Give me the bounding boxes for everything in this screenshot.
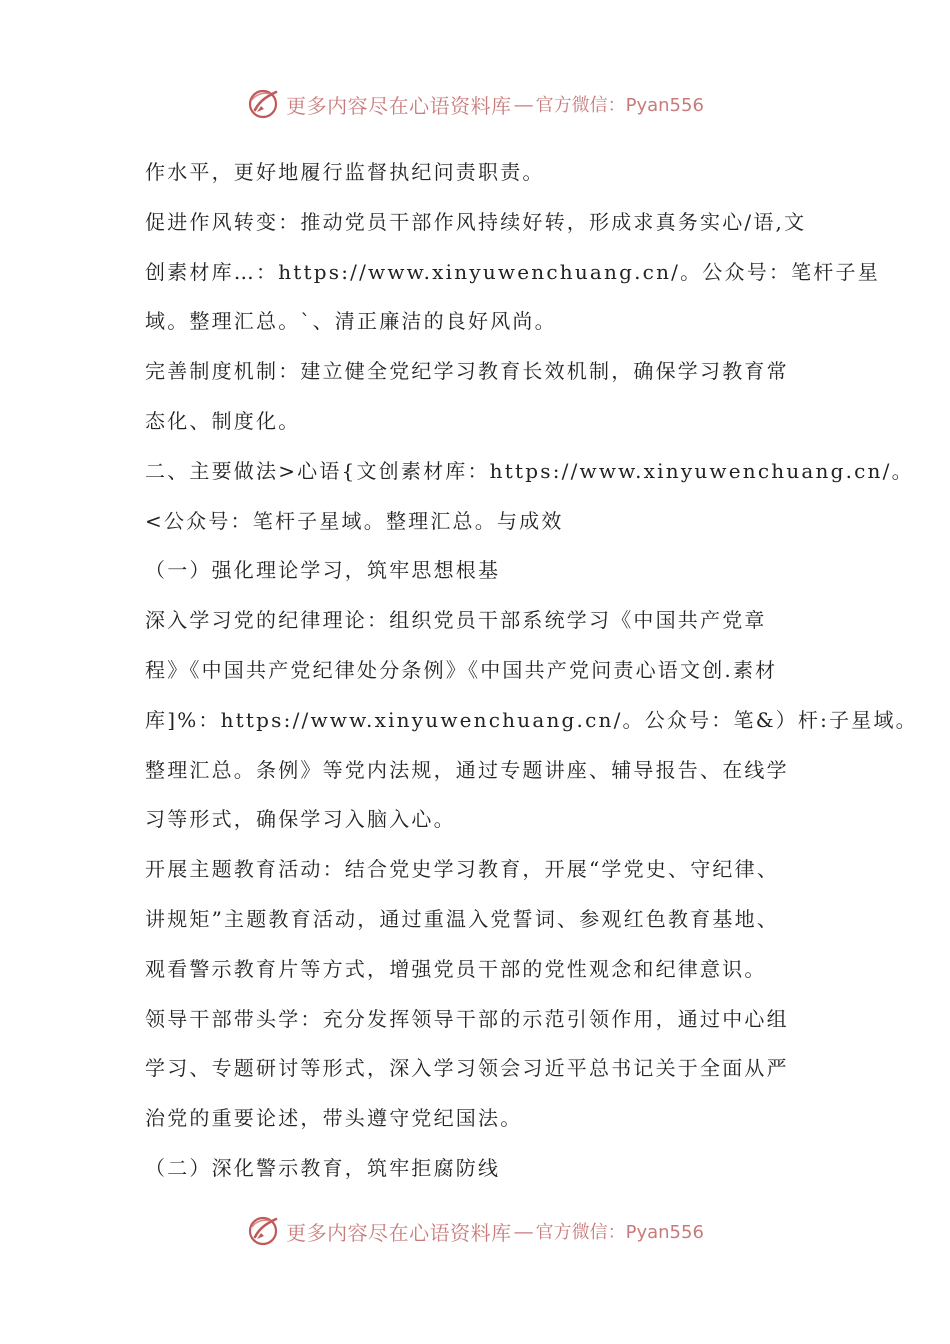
body-line: 完善制度机制：建立健全党纪学习教育长效机制，确保学习教育常	[145, 359, 789, 384]
body-line: 促进作风转变：推动党员干部作风持续好转，形成求真务实心/语,文	[145, 209, 807, 234]
body-line: 习等形式，确保学习入脑入心。	[145, 807, 456, 832]
header-brand-text: 更多内容尽在心语资料库	[286, 93, 512, 118]
subsection-heading: （一）强化理论学习，筑牢思想根基	[145, 558, 501, 583]
header-contact: 官方微信：Pyan556	[535, 95, 704, 116]
body-line: 库]%：https://www.xinyuwenchuang.cn/。公众号：笔&）杆:子星域。	[145, 707, 918, 732]
body-line: 观看警示教育片等方式，增强党员干部的党性观念和纪律意识。	[145, 956, 767, 981]
body-line: 讲规矩”主题教育活动，通过重温入党誓词、参观红色教育基地、	[145, 906, 780, 931]
section-heading: 二、主要做法>心语{文创素材库：https://www.xinyuwenchuang.cn/。	[145, 458, 914, 483]
footer-brand-text: 更多内容尽在心语资料库	[286, 1220, 512, 1245]
body-line: 学习、专题研讨等形式，深入学习领会习近平总书记关于全面从严	[145, 1056, 789, 1081]
body-line: 态化、制度化。	[145, 408, 301, 433]
pen-swirl-icon	[246, 1213, 282, 1249]
header-separator: —	[513, 92, 534, 116]
header-banner	[0, 84, 950, 124]
body-line: 开展主题教育活动：结合党史学习教育，开展“学党史、守纪律、	[145, 857, 780, 882]
body-line: <公众号：笔杆子星域。整理汇总。与成效	[145, 508, 564, 533]
body-line: 程》《中国共产党纪律处分条例》《中国共产党问责心语文创.素材	[145, 657, 778, 682]
body-line: 作水平，更好地履行监督执纪问责职责。	[145, 160, 545, 184]
pen-swirl-icon	[246, 86, 282, 122]
footer-banner	[0, 1211, 950, 1251]
body-line: 领导干部带头学：充分发挥领导干部的示范引领作用，通过中心组	[145, 1006, 789, 1031]
footer-separator: —	[513, 1219, 534, 1243]
document-body	[145, 148, 918, 1194]
body-line: 治党的重要论述，带头遵守党纪国法。	[145, 1106, 523, 1131]
body-line: 深入学习党的纪律理论：组织党员干部系统学习《中国共产党章	[145, 608, 767, 633]
body-line: 整理汇总。条例》等党内法规，通过专题讲座、辅导报告、在线学	[145, 757, 789, 782]
body-line: 创素材库…：https://www.xinyuwenchuang.cn/。公众号：笔杆子星	[145, 259, 880, 284]
footer-contact: 官方微信：Pyan556	[535, 1222, 704, 1243]
body-line: 域。整理汇总。`、清正廉洁的良好风尚。	[145, 309, 557, 334]
subsection-heading: （二）深化警示教育，筑牢拒腐防线	[145, 1155, 501, 1180]
